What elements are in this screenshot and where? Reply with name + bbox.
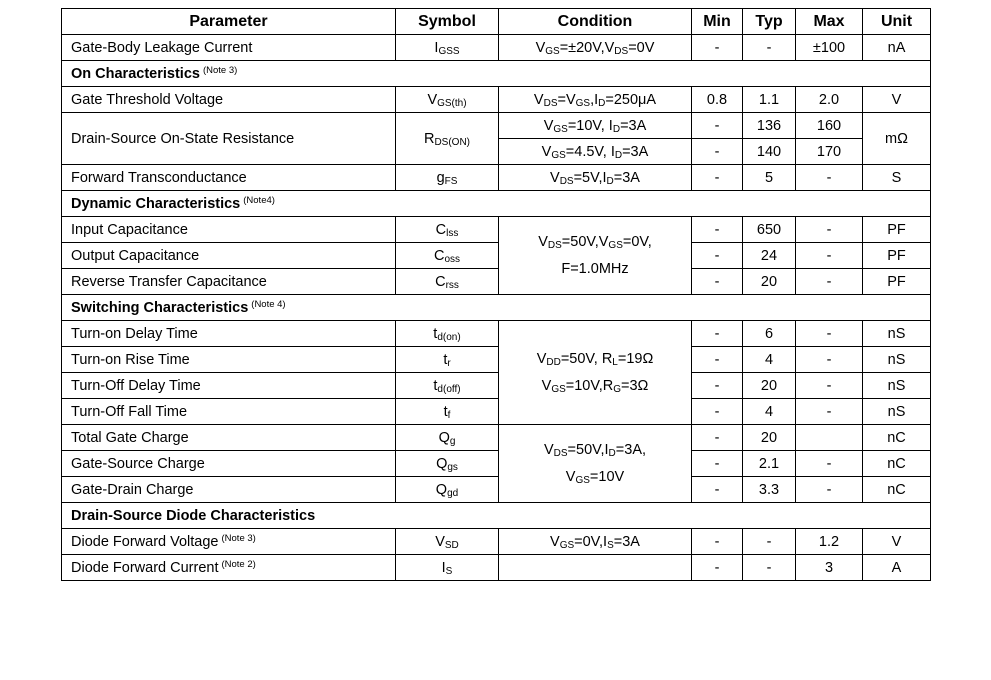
param-cell: Turn-on Rise Time xyxy=(62,347,396,373)
symbol-cell: $I_S$ xyxy=(396,555,499,581)
typ-cell: 4 xyxy=(743,399,796,425)
max-cell: - xyxy=(796,399,863,425)
max-cell: 1.2 xyxy=(796,529,863,555)
typ-cell: 3.3 xyxy=(743,477,796,503)
table-row xyxy=(62,373,931,399)
param-cell: Reverse Transfer Capacitance xyxy=(62,269,396,295)
symbol-cell: $Q_{gs}$ xyxy=(396,451,499,477)
typ-cell: 20 xyxy=(743,425,796,451)
electrical-characteristics-table xyxy=(61,8,931,581)
typ-cell: - xyxy=(743,529,796,555)
symbol-cell: $C_{oss}$ xyxy=(396,243,499,269)
condition-cell: $V_{DS}=V_{GS},I_D=250\mu A$ xyxy=(499,87,692,113)
max-cell xyxy=(796,425,863,451)
typ-cell: - xyxy=(743,35,796,61)
unit-cell: PF xyxy=(863,269,931,295)
min-cell: 0.8 xyxy=(692,87,743,113)
table-row xyxy=(62,529,931,555)
typ-cell: 140 xyxy=(743,139,796,165)
max-cell: 170 xyxy=(796,139,863,165)
param-cell: Gate-Source Charge xyxy=(62,451,396,477)
header-symbol: Symbol xyxy=(396,9,499,35)
max-cell: - xyxy=(796,217,863,243)
unit-cell: S xyxy=(863,165,931,191)
section-title-on: On Characteristics $^{(Note 3)}$ xyxy=(62,61,931,87)
max-cell: 3 xyxy=(796,555,863,581)
symbol-cell: $C_{lss}$ xyxy=(396,217,499,243)
table-row xyxy=(62,477,931,503)
table-row xyxy=(62,35,931,61)
min-cell: - xyxy=(692,35,743,61)
max-cell: - xyxy=(796,373,863,399)
section-title-dynamic: Dynamic Characteristics $^{(Note4)}$ xyxy=(62,191,931,217)
min-cell: - xyxy=(692,451,743,477)
max-cell: - xyxy=(796,347,863,373)
max-cell: - xyxy=(796,165,863,191)
unit-cell: nA xyxy=(863,35,931,61)
symbol-cell: $V_{GS(th)}$ xyxy=(396,87,499,113)
header-typ: Typ xyxy=(743,9,796,35)
max-cell: - xyxy=(796,477,863,503)
typ-cell: 20 xyxy=(743,373,796,399)
unit-cell: nS xyxy=(863,347,931,373)
symbol-cell: $C_{rss}$ xyxy=(396,269,499,295)
table-row xyxy=(62,425,931,451)
param-cell: Forward Transconductance xyxy=(62,165,396,191)
param-cell: Diode Forward Current $^{(Note 2)}$ xyxy=(62,555,396,581)
table-row xyxy=(62,451,931,477)
min-cell: - xyxy=(692,165,743,191)
condition-cell: $V_{DS}=5V,I_D=3A$ xyxy=(499,165,692,191)
typ-cell: 650 xyxy=(743,217,796,243)
section-row xyxy=(62,503,931,529)
param-cell: Gate-Drain Charge xyxy=(62,477,396,503)
condition-cell: $V_{DD}=50V$, $R_L=19\Omega$ $V_{GS}=10V,R_G=3\Omega$ xyxy=(499,321,692,425)
unit-cell: V xyxy=(863,87,931,113)
symbol-cell: $t_{d(on)}$ xyxy=(396,321,499,347)
symbol-cell: $Q_g$ xyxy=(396,425,499,451)
param-cell: Turn-on Delay Time xyxy=(62,321,396,347)
unit-cell: PF xyxy=(863,243,931,269)
typ-cell: - xyxy=(743,555,796,581)
symbol-cell: $I_{GSS}$ xyxy=(396,35,499,61)
header-row xyxy=(62,9,931,35)
unit-cell: nS xyxy=(863,399,931,425)
max-cell: 2.0 xyxy=(796,87,863,113)
typ-cell: 1.1 xyxy=(743,87,796,113)
unit-cell: nS xyxy=(863,321,931,347)
symbol-cell: $t_f$ xyxy=(396,399,499,425)
max-cell: - xyxy=(796,269,863,295)
max-cell: - xyxy=(796,243,863,269)
param-cell: Diode Forward Voltage $^{(Note 3)}$ xyxy=(62,529,396,555)
unit-cell: mΩ xyxy=(863,113,931,165)
header-condition: Condition xyxy=(499,9,692,35)
min-cell: - xyxy=(692,425,743,451)
min-cell: - xyxy=(692,321,743,347)
table-row xyxy=(62,555,931,581)
table-row xyxy=(62,217,931,243)
header-parameter: Parameter xyxy=(62,9,396,35)
unit-cell: PF xyxy=(863,217,931,243)
min-cell: - xyxy=(692,217,743,243)
param-cell: Drain-Source On-State Resistance xyxy=(62,113,396,165)
unit-cell: nS xyxy=(863,373,931,399)
section-title-diode: Drain-Source Diode Characteristics xyxy=(62,503,931,529)
table-row xyxy=(62,243,931,269)
param-cell: Gate-Body Leakage Current xyxy=(62,35,396,61)
min-cell: - xyxy=(692,269,743,295)
typ-cell: 2.1 xyxy=(743,451,796,477)
param-cell: Input Capacitance xyxy=(62,217,396,243)
min-cell: - xyxy=(692,243,743,269)
param-cell: Gate Threshold Voltage xyxy=(62,87,396,113)
section-title-switching: Switching Characteristics $^{(Note 4)}$ xyxy=(62,295,931,321)
section-row xyxy=(62,191,931,217)
section-row xyxy=(62,61,931,87)
symbol-cell: $g_{FS}$ xyxy=(396,165,499,191)
typ-cell: 20 xyxy=(743,269,796,295)
typ-cell: 4 xyxy=(743,347,796,373)
min-cell: - xyxy=(692,529,743,555)
min-cell: - xyxy=(692,399,743,425)
table-row xyxy=(62,347,931,373)
table-row xyxy=(62,321,931,347)
unit-cell: nC xyxy=(863,425,931,451)
table-row xyxy=(62,165,931,191)
table-row xyxy=(62,399,931,425)
table-row xyxy=(62,269,931,295)
unit-cell: V xyxy=(863,529,931,555)
condition-cell: $V_{GS}=0V,I_S=3A$ xyxy=(499,529,692,555)
symbol-cell: $t_{d(off)}$ xyxy=(396,373,499,399)
min-cell: - xyxy=(692,139,743,165)
symbol-cell: $Q_{gd}$ xyxy=(396,477,499,503)
unit-cell: A xyxy=(863,555,931,581)
header-min: Min xyxy=(692,9,743,35)
max-cell: - xyxy=(796,451,863,477)
typ-cell: 5 xyxy=(743,165,796,191)
condition-cell: $V_{GS}=\pm 20V,V_{DS}=0V$ xyxy=(499,35,692,61)
symbol-cell: $R_{DS(ON)}$ xyxy=(396,113,499,165)
header-unit: Unit xyxy=(863,9,931,35)
min-cell: - xyxy=(692,373,743,399)
table-row xyxy=(62,87,931,113)
header-max: Max xyxy=(796,9,863,35)
typ-cell: 24 xyxy=(743,243,796,269)
condition-cell xyxy=(499,555,692,581)
condition-cell: $V_{GS}=10V$, $I_D=3A$ xyxy=(499,113,692,139)
param-cell: Turn-Off Delay Time xyxy=(62,373,396,399)
min-cell: - xyxy=(692,113,743,139)
section-row xyxy=(62,295,931,321)
typ-cell: 6 xyxy=(743,321,796,347)
table-row xyxy=(62,113,931,139)
unit-cell: nC xyxy=(863,451,931,477)
param-cell: Turn-Off Fall Time xyxy=(62,399,396,425)
symbol-cell: $V_{SD}$ xyxy=(396,529,499,555)
condition-cell: $V_{DS}=50V,V_{GS}=0V$, F=1.0MHz xyxy=(499,217,692,295)
condition-cell: $V_{DS}=50V,I_D=3A$, $V_{GS}=10V$ xyxy=(499,425,692,503)
max-cell: ±100 xyxy=(796,35,863,61)
condition-cell: $V_{GS}=4.5V$, $I_D=3A$ xyxy=(499,139,692,165)
min-cell: - xyxy=(692,477,743,503)
param-cell: Total Gate Charge xyxy=(62,425,396,451)
unit-cell: nC xyxy=(863,477,931,503)
min-cell: - xyxy=(692,347,743,373)
min-cell: - xyxy=(692,555,743,581)
param-cell: Output Capacitance xyxy=(62,243,396,269)
symbol-cell: $t_r$ xyxy=(396,347,499,373)
typ-cell: 136 xyxy=(743,113,796,139)
max-cell: 160 xyxy=(796,113,863,139)
max-cell: - xyxy=(796,321,863,347)
